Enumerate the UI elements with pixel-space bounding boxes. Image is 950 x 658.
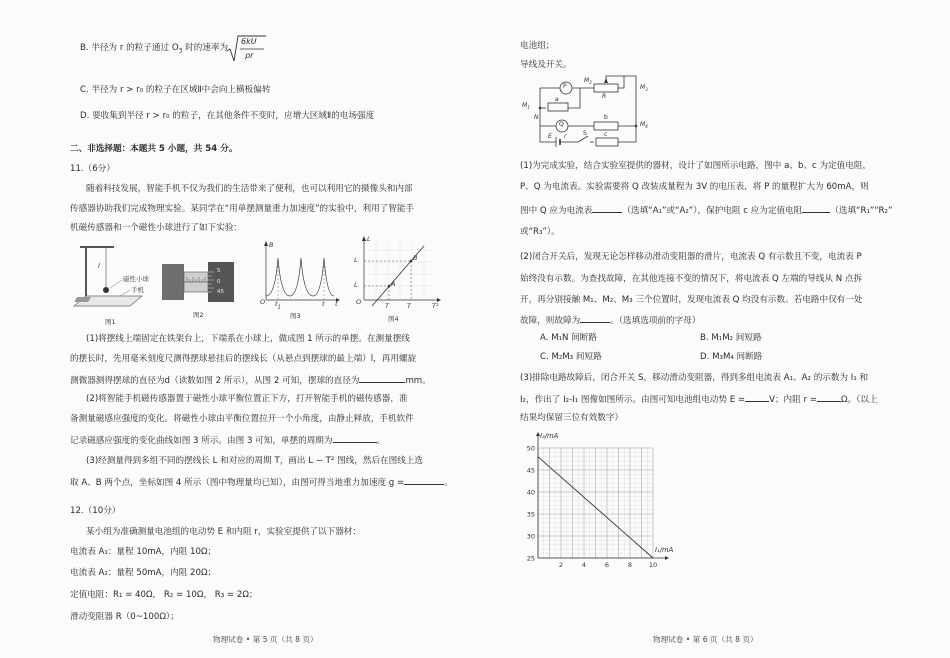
answer-blank	[817, 392, 841, 402]
x-tick-label: 2	[558, 561, 564, 569]
axis-t2-label: T²	[432, 302, 439, 310]
origin-label: O	[260, 298, 266, 306]
x-tick-label: 4	[581, 561, 587, 569]
figure-4-caption: 图4	[388, 315, 399, 323]
q11-part1-line: 测微器测得摆球的直径为d（读数如图 2 所示），从图 2 可知，摆球的直径为 mm。	[70, 373, 431, 387]
choice-c: C. M₂M₃ 间短路	[540, 352, 602, 362]
axis-t-label: t	[335, 300, 338, 308]
choice-b: B. M₁M₂ 间短路	[700, 333, 762, 343]
node-m2-label: $M_2$	[584, 77, 592, 86]
resistor-b-label: b	[604, 114, 608, 121]
part3-line: 结果均保留三位有效数字）	[520, 413, 624, 423]
q11-part2-line: 记录磁感应强度的变化曲线如图 3 所示。由图 3 可知，单摆的周期为 。	[70, 433, 385, 447]
fraction-numerator: 6kU	[241, 37, 257, 46]
equipment-item: 定值电阻：R₁ = 40Ω， R₂ = 10Ω， R₃ = 2Ω；	[70, 590, 258, 600]
figure-3-caption: 图3	[290, 312, 301, 320]
figure-2-micrometer	[160, 258, 240, 306]
point-a-label: A	[391, 280, 396, 288]
q11-part1-line: 的摆长时，先用毫米刻度尺测得摆球悬挂后的摆线长（从悬点到摆球的最上端）l，再用螺旋	[70, 354, 417, 364]
q12-heading: 12.（10分）	[70, 506, 121, 516]
t1-label: $t_1$	[275, 300, 281, 311]
choice-d: D. M₃M₄ 间断路	[700, 352, 763, 362]
x-axis-label: I₁/mA	[655, 546, 674, 554]
ball-label: 磁性小球	[123, 275, 149, 283]
y-axis-label: I₂/mA	[540, 432, 559, 440]
q11-paragraph-line: 传感器协助我们完成物理实验。某同学在“用单摆测量重力加速度”的实验中，利用了智能手	[70, 204, 415, 214]
node-m4-label: $M_4$	[640, 121, 648, 130]
node-m1-label: $M_1$	[522, 102, 530, 111]
choice-a: A. M₁N 间断路	[540, 333, 597, 343]
part1-line: 图中 Q 应为电流表 （选填“A₁”或“A₂”），保护电阻 c 应为定值电阻 （选填“R₁”“R₂”	[520, 203, 892, 217]
ta-label: T	[385, 302, 389, 310]
ammeter-q-label: Q	[559, 121, 564, 128]
equipment-item: 电流表 A₂：量程 50mA，内阻 20Ω；	[70, 568, 217, 578]
figure-3-bt-curve	[258, 240, 340, 310]
scale-mark: 0	[217, 279, 221, 285]
answer-blank	[333, 433, 377, 443]
part1-line: 或“R₃”）。	[520, 227, 560, 237]
part1-line: P、Q 为电流表。实验需要将 Q 改装成量程为 3V 的电压表，将 P 的量程扩大为 60mA，则	[520, 182, 869, 192]
y-tick-label: 50	[526, 444, 535, 453]
q11-paragraph-line: 机磁传感器和一个磁性小球进行了如下实验：	[70, 223, 242, 233]
y-tick-label: 30	[526, 532, 535, 541]
t2-label: t	[322, 300, 325, 308]
micrometer-drawing	[160, 258, 240, 306]
q11-part3-line: 取 A、B 两个点，坐标如图 4 所示（图中物理量均已知），由图可得当地重力加速度 g = 。	[70, 475, 453, 489]
circuit-diagram	[520, 72, 660, 154]
y-tick-label: 25	[526, 554, 535, 563]
switch-s-label: S	[583, 130, 587, 137]
la-label: L	[354, 281, 358, 289]
page-footer: 物理试卷 • 第 6 页（共 8 页）	[653, 635, 758, 644]
point-b-label: B	[413, 254, 418, 262]
q11-heading: 11.（6分）	[70, 164, 115, 174]
answer-blank	[580, 313, 610, 323]
ammeter-p-label: P	[563, 83, 567, 90]
bt-curve-drawing	[258, 240, 340, 310]
part2-line: 故障，则故障为 。（选填选项前的字母）	[520, 313, 700, 327]
i2-i1-chart	[516, 424, 686, 574]
equipment-item: 滑动变阻器 R（0~100Ω）；	[70, 612, 179, 622]
battery-r-label: r	[564, 133, 567, 140]
resistor-a-label: a	[555, 96, 559, 103]
y-tick-label: 45	[526, 466, 535, 475]
x-tick-label: 8	[627, 561, 633, 569]
option-c: C. 半径为 r > r₀ 的粒子在区域Ⅱ中会向上横板偏转	[80, 85, 271, 95]
scale-mark: 45	[217, 289, 224, 295]
q11-part2-line: 备测量磁感应强度的变化。将磁性小球由平衡位置拉开一个小角度，由静止释放，手机软件	[70, 414, 414, 424]
page-footer: 物理试卷 • 第 5 页（共 8 页）	[213, 635, 318, 644]
y-tick-label: 35	[526, 510, 535, 519]
figure-1-caption: 图1	[105, 318, 116, 326]
part1-line: (1)为完成实验，结合实验室提供的器材，设计了如图所示电路，图中 a、b、c 为定值电阻，	[520, 161, 872, 171]
axis-b-label: B	[269, 241, 274, 249]
battery-e-label: E	[548, 133, 552, 140]
x-axis-arrow	[665, 556, 669, 560]
answer-blank	[404, 475, 444, 485]
q11-part2-line: (2)将智能手机磁传感器置于磁性小球平衡位置正下方，打开智能手机的磁传感器，准	[86, 394, 408, 404]
tb-label: T	[407, 302, 411, 310]
q12-intro: 某小组为准确测量电池组的电动势 E 和内阻 r，实验室提供了以下器材：	[86, 527, 361, 537]
q11-part1-line: (1)将摆线上端固定在铁架台上，下端系在小球上，做成图 1 所示的单摆。在测量摆线	[86, 334, 410, 344]
equipment-item: 导线及开关。	[520, 60, 572, 70]
part3-line: (3)排除电路故障后，闭合开关 S，移动滑动变阻器，得到多组电流表 A₁、A₂ 的示数为 I₁ 和	[520, 373, 869, 383]
resistor-c-label: c	[604, 131, 608, 138]
chart-svg	[516, 424, 686, 574]
x-tick-label: 10	[648, 561, 658, 569]
rheostat-r-label: R	[602, 93, 607, 100]
q11-paragraph-line: 随着科技发展，智能手机不仅为我们的生活带来了便利，也可以利用它的摄像头和内部	[86, 184, 413, 194]
axis-l-label: L	[367, 235, 371, 243]
y-tick-label: 40	[526, 488, 535, 497]
figure-4-l-t2-graph	[352, 236, 442, 314]
answer-blank	[359, 373, 405, 383]
part3-line: I₂，作出了 I₂-I₁ 图像如图所示。由图可知电池组电动势 E = V；内阻 r = Ω。（以上	[520, 392, 878, 406]
answer-blank	[802, 203, 830, 213]
part2-line: (2)闭合开关后，发现无论怎样移动滑动变阻器的滑片，电流表 Q 有示数且不变，电流表 P	[520, 252, 862, 262]
lb-label: L	[354, 256, 358, 264]
equipment-item: 电流表 A₁：量程 10mA，内阻 10Ω；	[70, 547, 217, 557]
node-m3-label: $M_3$	[640, 84, 648, 93]
sqrt-expression	[226, 34, 266, 64]
l-t2-drawing	[352, 236, 442, 314]
x-tick-label: 6	[604, 561, 610, 569]
node-n-label: N	[534, 114, 539, 121]
answer-blank	[592, 203, 622, 213]
option-d: D. 要收集到半径 r > r₀ 的粒子，在其他条件不变时，应增大区域Ⅱ的电场强度	[80, 111, 375, 121]
equipment-item: 电池组；	[520, 41, 555, 51]
origin-label: O	[356, 298, 362, 306]
figure-2-caption: 图2	[193, 311, 204, 319]
phone-label: 手机	[131, 286, 144, 294]
string-length-label: l	[98, 262, 100, 270]
fraction-denominator: ρr	[245, 51, 254, 60]
figure-1-pendulum	[70, 240, 150, 320]
section-heading: 二、非选择题：本题共 5 小题，共 54 分。	[70, 144, 238, 154]
part2-line: 开，再分别接触 M₁、M₂、M₃ 三个位置时，发现电流表 Q 均没有示数。若电路中仅有一处	[520, 295, 863, 305]
part2-line: 始终没有示数。为查找故障，在其他连接不变的情况下，将电流表 Q 左端的导线从 N 点拆	[520, 274, 863, 284]
answer-blank	[745, 392, 769, 402]
scale-mark: 5	[217, 268, 221, 274]
q11-part3-line: (3)经测量得到多组不同的摆线长 L 和对应的周期 T，画出 L − T² 图线，然后在图线上选	[86, 456, 424, 466]
option-b: B. 半径为 r 的粒子通过 $O_3$ 时的速率为	[80, 43, 229, 55]
